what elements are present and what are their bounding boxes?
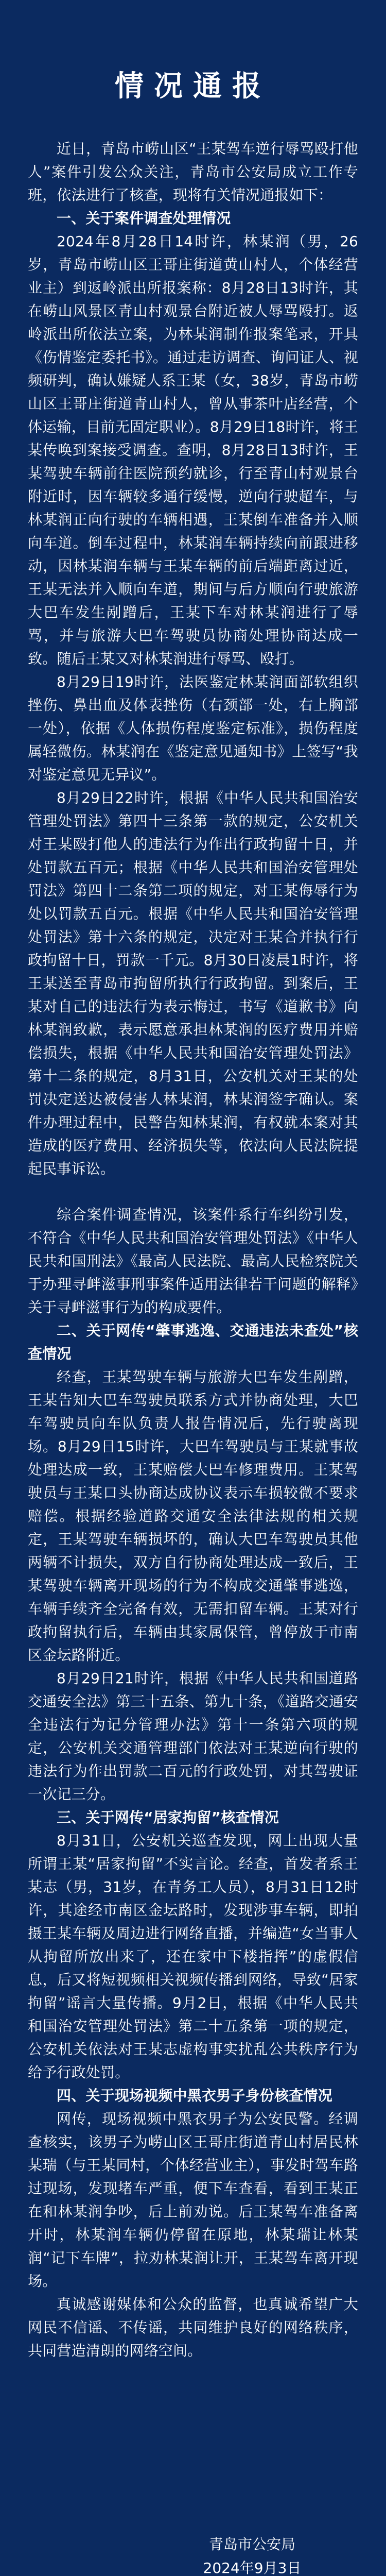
document-body <box>28 137 358 2362</box>
body-paragraph: 2024年8月28日14时许，林某润（男，26岁，青岛市崂山区王哥庄街道黄山村人，个体经营业主）到返岭派出所报案称：8月28日13时许，其在崂山风景区青山村观景台附近被人辱骂殴打。返岭派出所依法立案，为林某润制作报案笔录，开具《伤情鉴定委托书》。通过走访调查、询问证人、视频研判，确认嫌疑人系王某（女，38岁，青岛市崂山区王哥庄街道青山村人，曾从事茶叶店经营，个体运输，目前无固定职业）。8月29日18时许，将王某传唤到案接受调查。查明，8月28日13时许，王某驾驶车辆前往医院预约就诊，行至青山村观景台附近时，因车辆较多通行缓慢，逆向行驶超车，与林某润正向行驶的车辆相遇，王某倒车准备并入顺向车道。倒车过程中，林某润车辆持续向前跟进移动，因林某润车辆与王某车辆的前后端距离过近，王某无法并入顺向车道，期间与后方顺向行驶旅游大巴车发生剐蹭后，王某下车对林某润进行了辱骂，并与旅游大巴车驾驶员协商处理协商达成一致。随后王某又对林某润进行辱骂、殴打。 <box>28 233 358 667</box>
signature-organization: 青岛市公安局 <box>208 2536 295 2553</box>
section-heading: 一、关于案件调查处理情况 <box>57 210 231 227</box>
body-paragraph: 网传，现场视频中黑衣男子为公安民警。经调查核实，该男子为崂山区王哥庄街道青山村居民林某瑞（与王某同村，个体经营业主），事发时驾车路过现场，发现堵车严重，便下车查看，看到王某正在和林某润争吵，后上前劝说。后王某驾车准备离开时，林某润车辆仍停留在原地，林某瑞让林某润“记下车牌”，拉劝林某润让开，王某驾车离开现场。 <box>28 2110 358 2290</box>
body-paragraph: 8月29日21时许，根据《中华人民共和国道路交通安全法》第三十五条、第九十条，《道路交通安全违法行为记分管理办法》第十一条第六项的规定，公安机关交通管理部门依法对王某逆向行驶的违法行为作出罚款二百元的行政处罚，对其驾驶证一次记三分。 <box>28 1670 358 1803</box>
body-paragraph: 8月31日，公安机关巡查发现，网上出现大量所谓王某“居家拘留”不实言论。经查，首发者系王某志（男，31岁，在青务工人员），8月31日12时许，其途经市南区金坛路时，发现涉事车辆，即拍摄王某车辆及周边进行网络直播，并编造“女当事人从拘留所放出来了，还在家中下楼指挥”的虚假信息，后又将短视频相关视频传播到网络，导致“居家拘留”谣言大量传播。9月2日，根据《中华人民共和国治安管理处罚法》第二十五条第一项的规定，公安机关依法对王某志虚构事实扰乱公共秩序行为给予行政处罚。 <box>28 1832 358 2081</box>
body-paragraph: 8月29日19时许，法医鉴定林某润面部软组织挫伤、鼻出血及体表挫伤（右颈部一处，右上胸部一处），依据《人体损伤程度鉴定标准》，损伤程度属轻微伤。林某润在《鉴定意见通知书》上签写“我对鉴定意见无异议”。 <box>28 673 358 783</box>
section-heading: 三、关于网传“居家拘留”核查情况 <box>57 1809 279 1826</box>
body-paragraph: 8月29日22时许，根据《中华人民共和国治安管理处罚法》第四十三条第一款的规定，公安机关对王某殴打他人的违法行为作出行政拘留十日，并处罚款五百元；根据《中华人民共和国治安管理处罚法》第四十二条第二项的规定，对王某侮辱行为处以罚款五百元。根据《中华人民共和国治安管理处罚法》第十六条的规定，决定对王某合并执行行政拘留十日，罚款一千元。8月30日凌晨1时许，将王某送至青岛市拘留所执行行政拘留。到案后，王某对自己的违法行为表示悔过，书写《道歉书》向林某润致歉，表示愿意承担林某润的医疗费用并赔偿损失，根据《中华人民共和国治安管理处罚法》第十二条的规定，8月31日，公安机关对王某的处罚决定送达被侵害人林某润，林某润签字确认。案件办理过程中，民警告知林某润，有权就本案对其造成的医疗费用、经济损失等，依法向人民法院提起民事诉讼。 <box>28 789 358 1177</box>
section-heading: 二、关于网传“肇事逃逸、交通违法未查处”核查情况 <box>28 1322 358 1362</box>
section-heading: 四、关于现场视频中黑衣男子身份核查情况 <box>57 2087 332 2104</box>
document-title: 情况通报 <box>115 70 271 103</box>
signature-date: 2024年9月3日 <box>203 2560 302 2576</box>
body-paragraph: 综合案件调查情况，该案件系行车纠纷引发，不符合《中华人民共和国治安管理处罚法》《中华人民共和国刑法》《最高人民法院、最高人民检察院关于办理寻衅滋事刑事案件适用法律若干问题的解释》关于寻衅滋事行为的构成要件。 <box>28 1206 358 1316</box>
body-paragraph: 真诚感谢媒体和公众的监督，也真诚希望广大网民不信谣、不传谣，共同维护良好的网络秩序，共同营造清朗的网络空间。 <box>28 2296 358 2359</box>
body-paragraph: 经查，王某驾驶车辆与旅游大巴车发生剐蹭，王某告知大巴车驾驶员联系方式并协商处理，大巴车驾驶员向车队负责人报告情况后，先行驶离现场。8月29日15时许，大巴车驾驶员与王某就事故处理达成一致，王某赔偿大巴车修理费用。王某驾驶员与王某口头协商达成协议表示车损较微不要求赔偿。根据经验道路交通安全法律法规的相关规定，王某驾驶车辆损坏的，确认大巴车驾驶员其他两辆不计损失，双方自行协商处理达成一致后，王某驾驶车辆离开现场的行为不构成交通肇事逃逸，车辆手续齐全完备有效，无需扣留车辆。王某对行政拘留执行后，车辆由其家属保管，曾停放于市南区金坛路附近。 <box>28 1368 358 1664</box>
body-paragraph: 近日，青岛市崂山区“王某驾车逆行辱骂殴打他人”案件引发公众关注，青岛市公安局成立工作专班，依法进行了核查，现将有关情况通报如下： <box>28 140 358 204</box>
signature-block <box>175 2533 329 2576</box>
